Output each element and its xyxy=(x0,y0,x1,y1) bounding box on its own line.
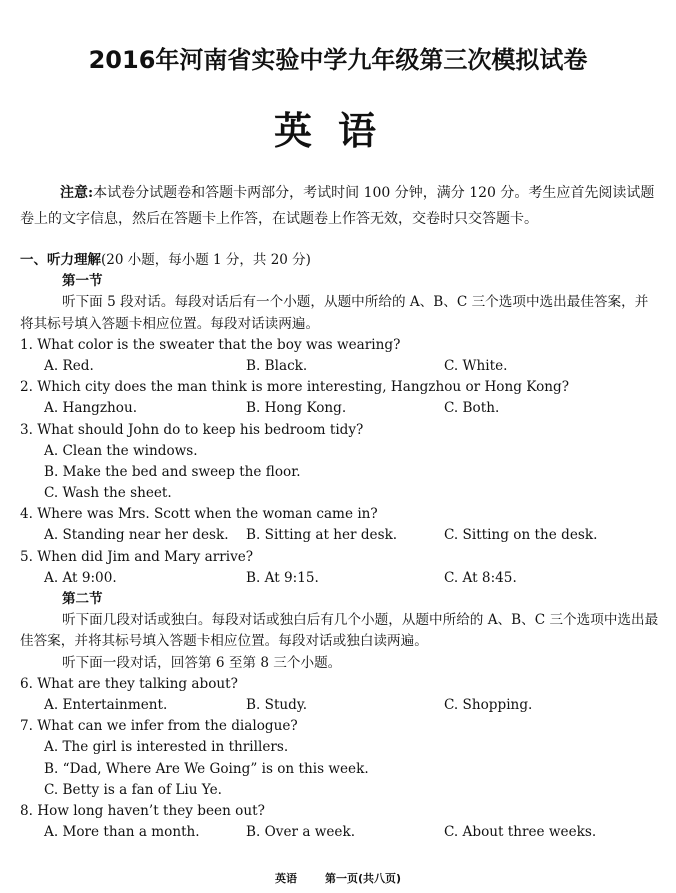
section-heading xyxy=(20,250,660,271)
option-b: B. Over a week. xyxy=(246,824,356,841)
part2-instruction: 听下面几段对话或独白。每段对话或独白后有几个小题，从题中所给的 A、B、C 三个选项中选出最佳答案，并将其标号填入答题卡相应位置。每段对话或独白读两遍。 xyxy=(20,612,659,650)
question-stem: 4. Where was Mrs. Scott when the woman came in? xyxy=(20,506,378,523)
question-options xyxy=(20,695,660,716)
question-options xyxy=(20,398,660,419)
option-c: C. At 8:45. xyxy=(444,569,517,586)
option-b: B. Hong Kong. xyxy=(246,400,347,417)
question-stem: 7. What can we infer from the dialogue? xyxy=(20,718,298,735)
question-stem: 5. When did Jim and Mary arrive? xyxy=(20,548,254,565)
question-options xyxy=(20,568,660,589)
part1-instruction: 听下面 5 段对话。每段对话后有一个小题，从题中所给的 A、B、C 三个选项中选出最佳答案，并将其标号填入答题卡相应位置。每段对话读两遍。 xyxy=(20,294,649,332)
notice-text: 本试卷分试题卷和答题卡两部分，考试时间 100 分钟，满分 120 分。考生应首先阅读试题卷上的文字信息，然后在答题卡上作答，在试题卷上作答无效，交卷时只交答题卡。 xyxy=(20,185,655,227)
option-c: C. Wash the sheet. xyxy=(44,485,172,502)
exam-notice xyxy=(20,180,660,232)
option-b: B. Sitting at her desk. xyxy=(246,527,398,544)
option-a: A. Standing near her desk. xyxy=(44,527,229,544)
option-b: B. Study. xyxy=(246,697,308,714)
option-a: A. Red. xyxy=(44,357,94,374)
part2-sub-instruction: 听下面一段对话，回答第 6 至第 8 三个小题。 xyxy=(62,654,342,671)
option-c: C. Betty is a fan of Liu Ye. xyxy=(44,781,222,798)
footer-subject: 英语 xyxy=(274,872,297,885)
question-options xyxy=(20,525,660,546)
question-stem: 2. Which city does the man think is more interesting, Hangzhou or Hong Kong? xyxy=(20,379,569,396)
listening-section xyxy=(20,250,660,843)
option-b: B. At 9:15. xyxy=(246,569,319,586)
question-stem: 6. What are they talking about? xyxy=(20,675,238,692)
question-options xyxy=(20,356,660,377)
option-a: A. Hangzhou. xyxy=(44,400,138,417)
page-footer xyxy=(0,870,676,886)
option-a: A. Clean the windows. xyxy=(44,442,198,459)
paper-title: 2016年河南省实验中学九年级第三次模拟试卷 xyxy=(88,46,588,74)
notice-label: 注意: xyxy=(60,185,94,201)
question-stem: 3. What should John do to keep his bedroom tidy? xyxy=(20,421,364,438)
subject-title: 英语 xyxy=(273,108,402,153)
option-c: C. Both. xyxy=(444,400,500,417)
part2-title: 第二节 xyxy=(62,591,103,608)
question-stem: 8. How long haven’t they been out? xyxy=(20,802,265,819)
footer-page-number: 第一页(共八页) xyxy=(324,872,402,885)
option-c: C. Shopping. xyxy=(444,697,533,714)
option-c: C. White. xyxy=(444,357,508,374)
option-b: B. Black. xyxy=(246,357,308,374)
part1-title: 第一节 xyxy=(62,273,103,290)
section-heading-text: 一、听力理解 xyxy=(20,252,101,268)
option-a: A. At 9:00. xyxy=(44,569,117,586)
section-points: (20 小题，每小题 1 分，共 20 分) xyxy=(101,252,311,268)
option-b: B. Make the bed and sweep the floor. xyxy=(44,463,301,480)
question-options xyxy=(20,822,660,843)
option-c: C. About three weeks. xyxy=(444,824,597,841)
option-a: A. The girl is interested in thrillers. xyxy=(44,739,289,756)
option-b: B. “Dad, Where Are We Going” is on this week. xyxy=(44,760,369,777)
option-c: C. Sitting on the desk. xyxy=(444,527,598,544)
option-a: A. More than a month. xyxy=(44,824,200,841)
question-stem: 1. What color is the sweater that the boy was wearing? xyxy=(20,336,401,353)
option-a: A. Entertainment. xyxy=(44,697,168,714)
